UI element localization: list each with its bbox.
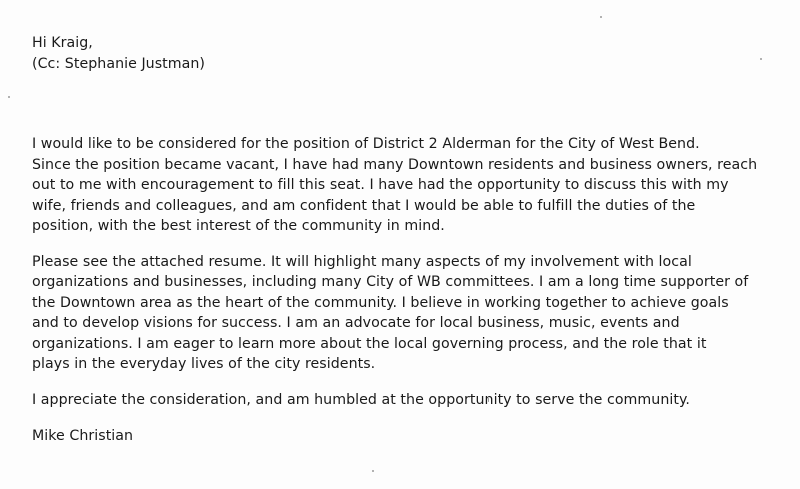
paragraph-3 (32, 390, 782, 411)
paragraph-line: Since the position became vacant, I have had many Downtown residents and business owners, reach (32, 156, 758, 173)
paragraph-line: and to develop visions for success. I am an advocate for local business, music, events and (32, 315, 680, 331)
paragraph-line: Please see the attached resume. It will highlight many aspects of my involvement with local (32, 253, 692, 270)
scan-speck (372, 470, 374, 472)
salutation: Hi Kraig, (32, 35, 93, 51)
paragraph-line: organizations. I am eager to learn more about the local governing process, and the role that it (32, 335, 707, 352)
paragraph-line: I appreciate the consideration, and am humbled at the opportunity to serve the community. (32, 391, 690, 408)
paragraph-line: plays in the everyday lives of the city residents. (32, 356, 376, 372)
greeting-block (32, 33, 782, 74)
signature (32, 426, 782, 447)
paragraph-line: I would like to be considered for the position of District 2 Alderman for the City of West Bend. (32, 136, 700, 152)
scan-speck (8, 96, 10, 98)
paragraph-line: position, with the best interest of the community in mind. (32, 218, 445, 234)
paragraph-line: the Downtown area as the heart of the community. I believe in working together to achieve goals (32, 294, 729, 311)
cc-line: (Cc: Stephanie Justman) (32, 55, 206, 72)
letter-body (32, 33, 782, 447)
paragraph-2 (32, 252, 782, 375)
paragraph-1 (32, 134, 782, 237)
paragraph-line: wife, friends and colleagues, and am confident that I would be able to fulfill the duties of the (32, 197, 696, 214)
signature-name: Mike Christian (32, 428, 134, 444)
scan-speck (600, 16, 602, 18)
paragraph-line: organizations and businesses, including many City of WB committees. I am a long time supporter of (32, 274, 749, 290)
paragraph-line: out to me with encouragement to fill this seat. I have had the opportunity to discuss this with my (32, 177, 729, 193)
